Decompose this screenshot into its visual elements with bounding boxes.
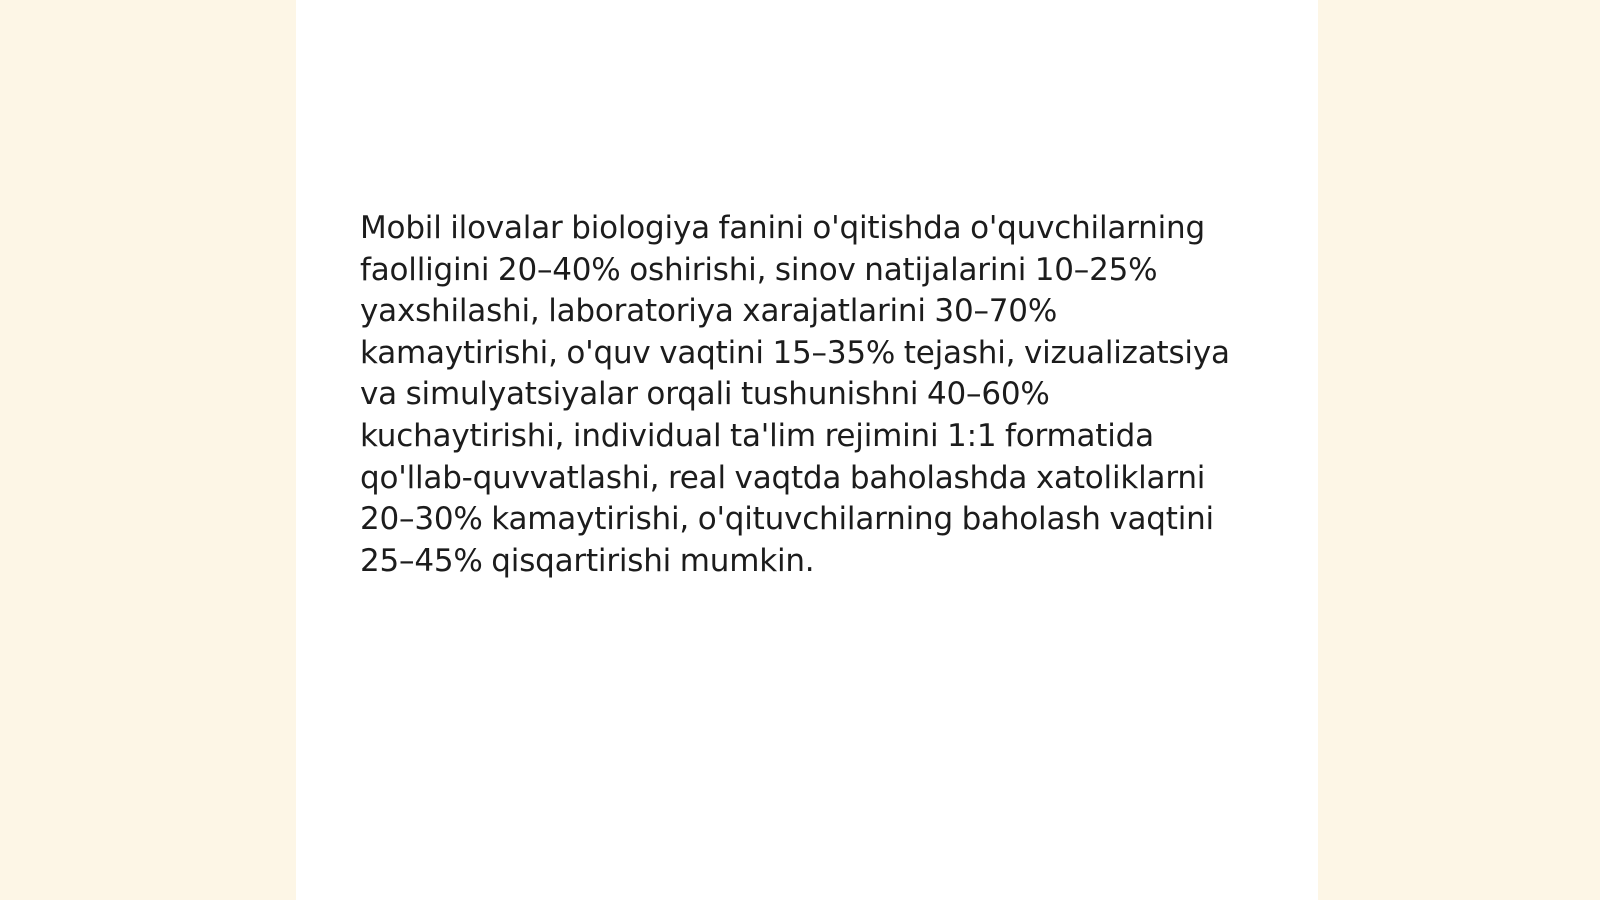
slide-panel: [296, 0, 1318, 900]
slide-body-text: Mobil ilovalar biologiya fanini o'qitishda o'quvchilarning faolligini 20–40% oshirishi, sinov natijalarini 10–25% yaxshilashi, laboratoriya xarajatlarini 30–70% kamaytirishi, o'quv vaqtini 15–35% tejashi, vizualizatsiya va simulyatsiyalar orqali tushunishni 40–60% kuchaytirishi, individual ta'lim rejimini 1:1 formatida qo'llab-quvvatlashi, real vaqtda baholashda xatoliklarni 20–30% kamaytirishi, o'qituvchilarning baholash vaqtini 25–45% qisqartirishi mumkin.: [360, 210, 1230, 579]
